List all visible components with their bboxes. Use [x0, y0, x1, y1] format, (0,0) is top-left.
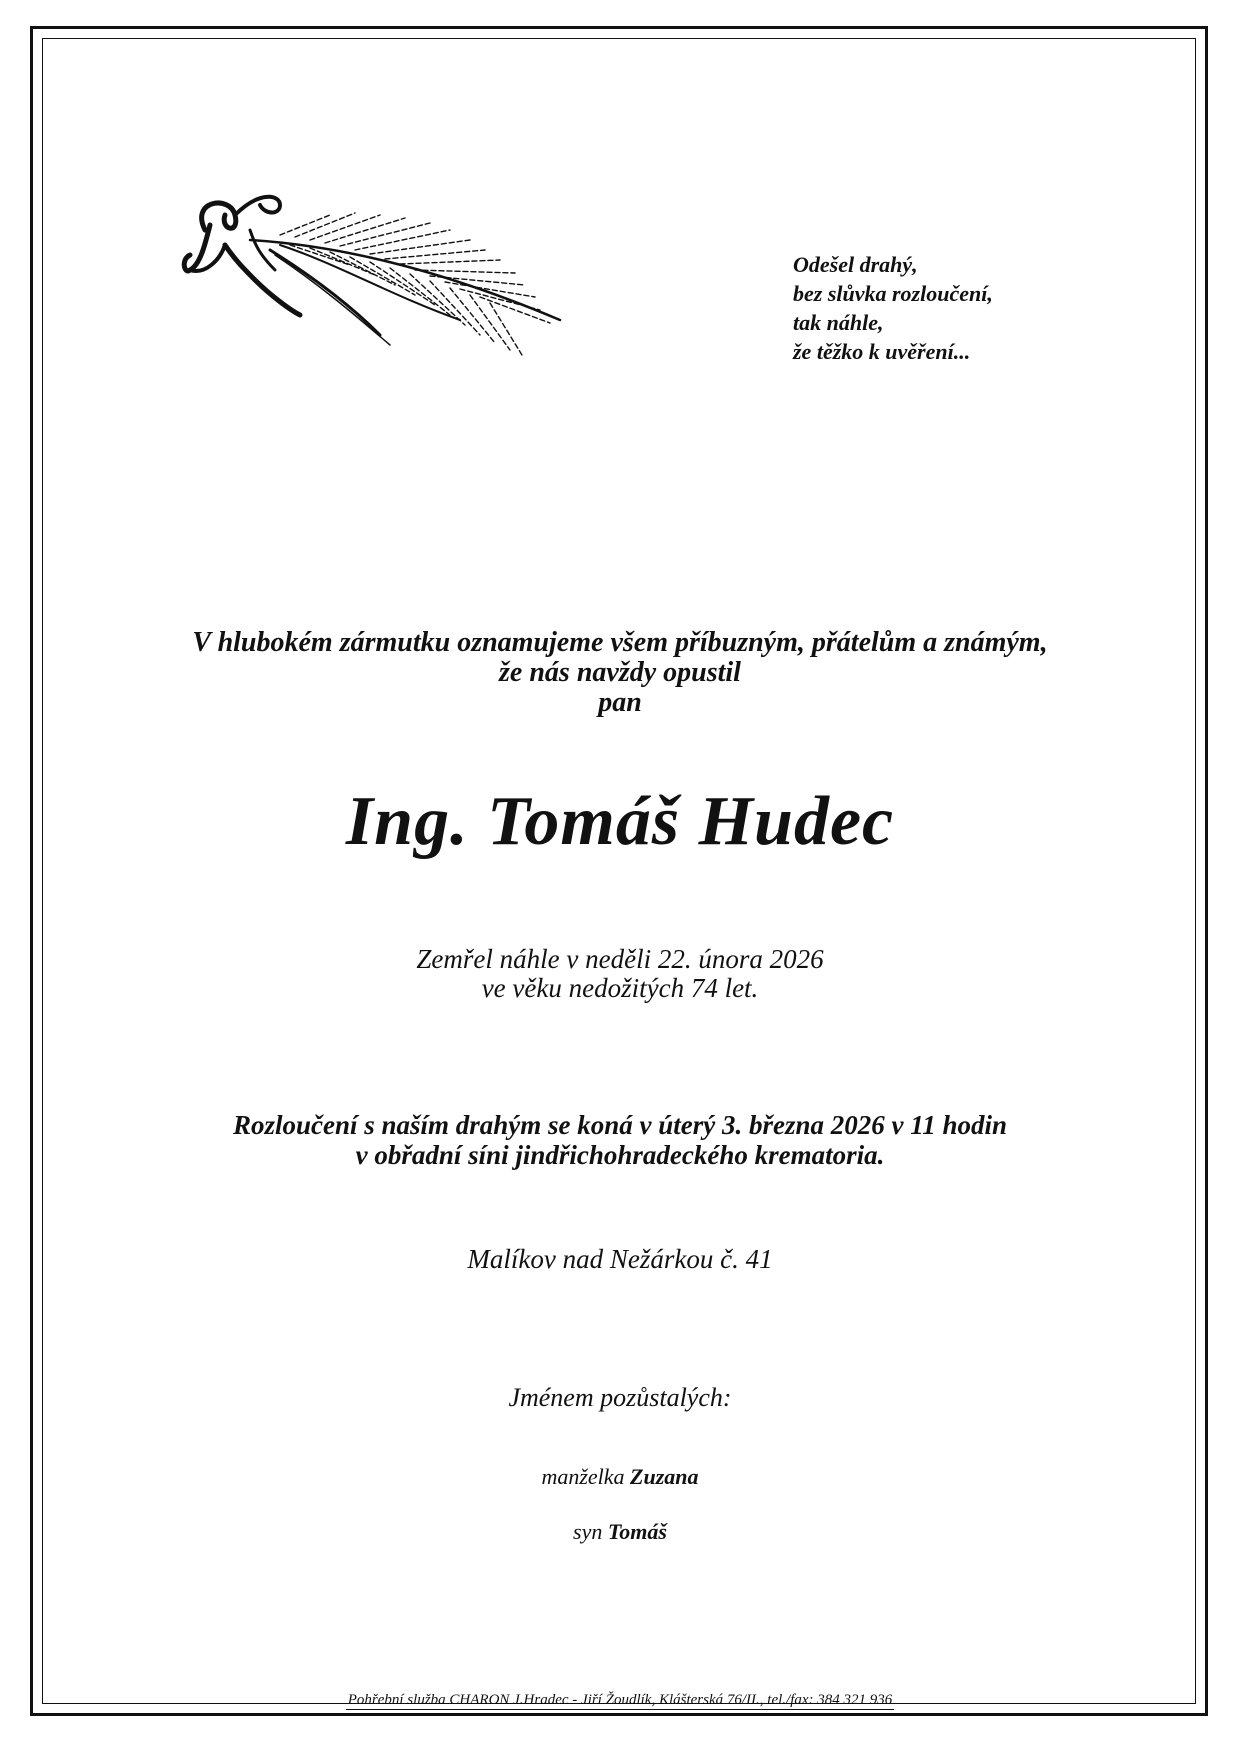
announcement-line: že nás navždy opustil: [499, 657, 741, 688]
announcement: [0, 628, 1240, 718]
deceased-name: Ing. Tomáš Hudec: [345, 783, 895, 860]
poem: [793, 250, 1093, 366]
relative-relation: manželka: [541, 1464, 625, 1489]
poem-line: tak náhle,: [793, 310, 884, 335]
address: Malíkov nad Nežárkou č. 41: [467, 1244, 773, 1274]
death-info-line: ve věku nedožitých 74 let.: [481, 973, 759, 1003]
relative-entry: [0, 1518, 1240, 1546]
farewell-info: [0, 1110, 1240, 1170]
poem-line: Odešel drahý,: [793, 252, 918, 277]
death-info-line: Zemřel náhle v neděli 22. února 2026: [416, 944, 824, 974]
on-behalf-heading: Jménem pozůstalých:: [508, 1383, 732, 1412]
footer-text: Pohřební služba CHARON J.Hradec - Jiří Žoudlík, Klášterská 76/II., tel./fax: 384 321 936: [347, 1692, 893, 1708]
poem-line: bez slůvka rozloučení,: [793, 281, 993, 306]
relative-entry: [0, 1463, 1240, 1491]
funeral-service-footer: [0, 1691, 1240, 1709]
farewell-line: Rozloučení s naším drahým se koná v úterý 3. března 2026 v 11 hodin: [232, 1110, 1008, 1140]
death-info: [0, 945, 1240, 1003]
announcement-line: V hlubokém zármutku oznamujeme všem příbuzným, přátelům a známým,: [192, 627, 1048, 658]
farewell-line: v obřadní síni jindřichohradeckého krematoria.: [355, 1140, 885, 1170]
relative-name: Tomáš: [607, 1519, 667, 1544]
palm-branch-with-ribbon-icon: [180, 185, 580, 380]
poem-line: že těžko k uvěření...: [793, 339, 971, 364]
relative-name: Zuzana: [630, 1464, 699, 1489]
relative-relation: syn: [573, 1519, 603, 1544]
announcement-line: pan: [598, 687, 642, 718]
